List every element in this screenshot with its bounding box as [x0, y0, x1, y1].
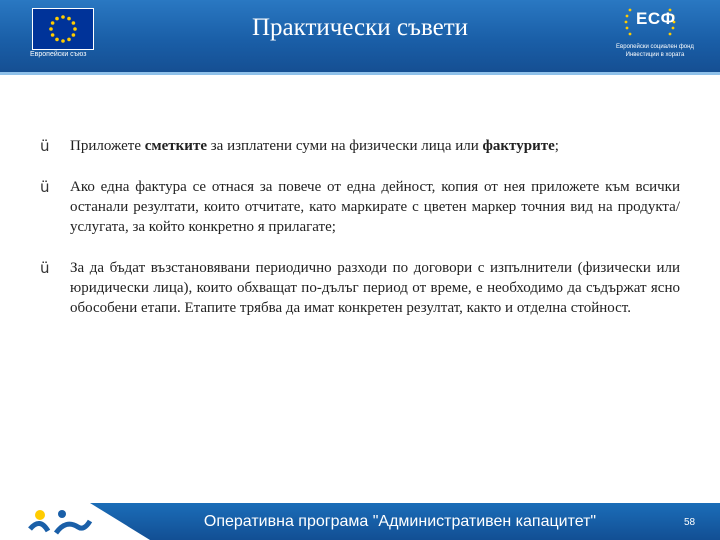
list-item — [40, 136, 680, 156]
check-icon: ü — [40, 259, 50, 277]
eu-flag-icon — [32, 8, 94, 50]
emphasis-invoices-bills: сметките — [144, 138, 207, 154]
esf-logo-text: ЕСФ — [636, 9, 676, 28]
esf-subtitle: Европейски социален фонд Инвестиции в хората — [616, 44, 694, 58]
page-title: Практически съвети — [251, 14, 468, 41]
check-icon: ü — [40, 137, 50, 155]
footer-bar — [0, 503, 720, 540]
item-text: Приложете сметките за изплатени суми на физически лица или фактурите; — [70, 138, 559, 154]
item-text: Ако една фактура се отнася за повече от една дейност, копия от нея приложете към всички останали резултати, които отчитате, като маркирате с цветен маркер точния вид на продукта/услугата, за който конкретно я прилагате; — [70, 179, 680, 235]
check-icon: ü — [40, 178, 50, 196]
list-item — [40, 177, 680, 237]
header-bar — [0, 0, 720, 75]
list-item — [40, 258, 680, 318]
program-name: Оперативна програма "Административен капацитет" — [203, 513, 597, 530]
page-number: 58 — [684, 517, 696, 528]
item-text: За да бъдат възстановявани периодично разходи по договори с изпълнители (физически или юридически лица), които обхващат по-дълъг период от време, е необходимо да съдържат ясно обособени етапи. Етапите трябва да имат конкретен резултат, както и отделна стойност. — [70, 260, 680, 316]
emphasis-invoices: фактурите — [482, 138, 555, 154]
program-logo-icon — [26, 507, 96, 537]
advice-list — [40, 136, 680, 318]
eu-label: Европейски съюз — [30, 51, 87, 58]
